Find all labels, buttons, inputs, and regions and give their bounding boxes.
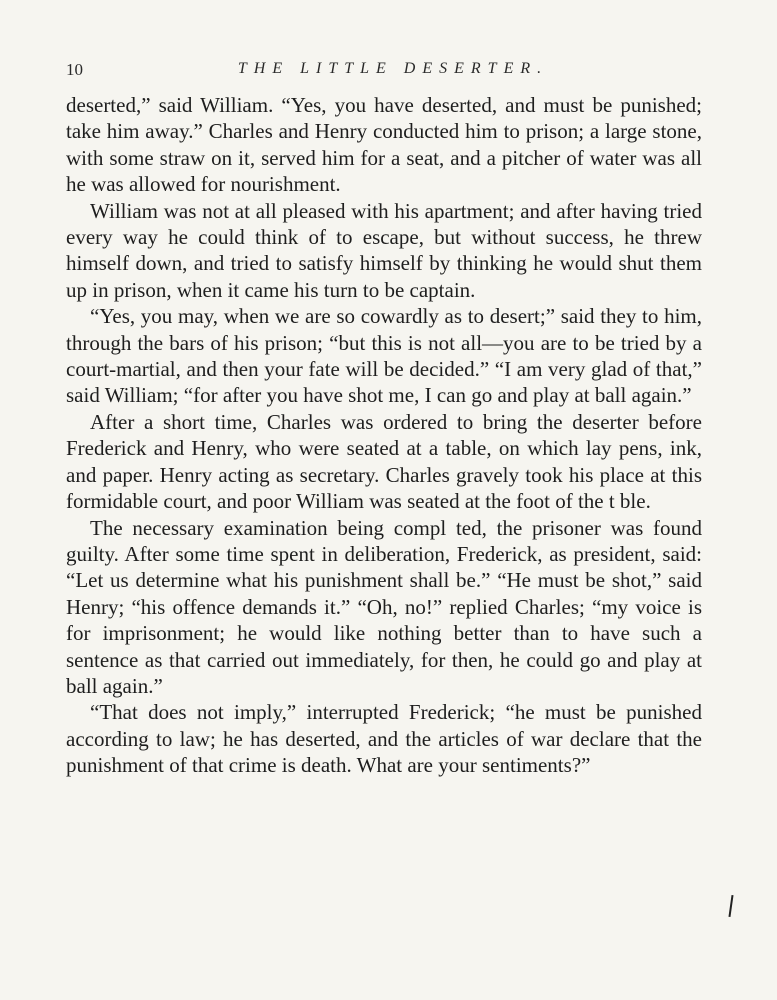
margin-pencil-mark [728, 895, 733, 917]
page-number: 10 [66, 60, 83, 79]
paragraph-6: “That does not imply,” interrupted Frederick; “he must be punished according to law; he has deserted, and the articles of war declare that the punishment of that crime is death. What are your sentiments?” [66, 700, 702, 778]
paragraph-3: “Yes, you may, when we are so cowardly as to desert;” said they to him, through the bars of his prison; “but this is not all—you are to be tried by a court-martial, and then your fate will be decided.” “I am very glad of that,” said William; “for after you have shot me, I can go and play at ball again.” [66, 304, 702, 408]
paragraph-5: The necessary examination being compl ted, the prisoner was found guilty. After some time spent in deliberation, Frederick, as president, said: “Let us determine what his punishment shall be.” “He must be shot,” said Henry; “his offence demands it.” “Oh, no!” replied Charles; “my voice is for imprisonment; he would like nothing better than to have such a sentence as that carried out immediately, for then, he could go and play at ball again.” [66, 515, 702, 698]
paragraph-4: After a short time, Charles was ordered to bring the deserter before Frederick and Henry, who were seated at a table, on which lay pens, ink, and paper. Henry acting as secretary. Charles gravely took his place at this formidable court, and poor William was seated at the foot of the t ble. [66, 409, 702, 514]
running-title: THE LITTLE DESERTER. [237, 60, 549, 77]
paragraph-1: deserted,” said William. “Yes, you have deserted, and must be punished; take him away.” Charles and Henry conducted him to prison; a large stone, with some straw on it, served him for a seat, and a pitcher of water was all he was allowed for nourishment. [66, 93, 702, 197]
page-header [66, 58, 700, 88]
body-text [66, 92, 702, 779]
paragraph-2: William was not at all pleased with his apartment; and after having tried every way he could think of to escape, but without success, he threw himself down, and tried to satisfy himself by thinking he would shut them up in prison, when it came his turn to be captain. [66, 198, 702, 302]
